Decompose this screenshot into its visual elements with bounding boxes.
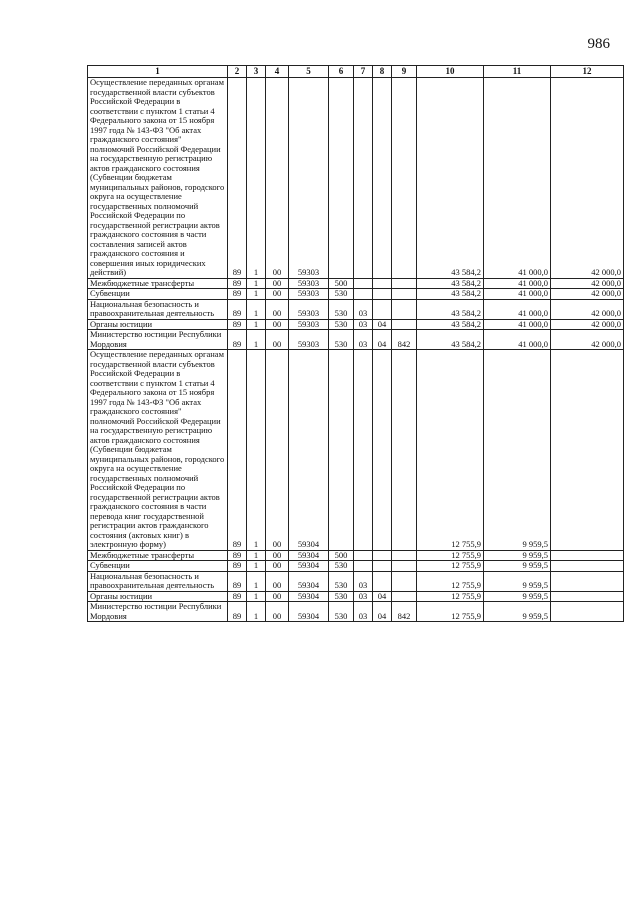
cell-c5: 59304	[289, 350, 329, 551]
cell-c4: 00	[266, 330, 289, 350]
cell-c10: 43 584,2	[417, 278, 484, 289]
cell-c6: 530	[329, 591, 354, 602]
cell-c5: 59304	[289, 571, 329, 591]
cell-c12: 42 000,0	[551, 319, 624, 330]
cell-c2: 89	[228, 591, 247, 602]
row-name: Осуществление переданных органам государственной власти субъектов Российской Федерации в соответствии с пунктом 1 статьи 4 Федерального закона от 15 ноября 1997 года № 143-ФЗ "Об актах гражданского состояния" полномочий Российской Федерации на государственную регистрацию актов гражданского состояния (Субвенции бюджетам муниципальных районов, городского округа на осуществление государственных полномочий Российской Федерации по государственной регистрации актов гражданского состояния в части составления записей актов гражданского состояния и совершения иных юридических действий)	[88, 78, 228, 279]
table-row	[88, 561, 624, 572]
cell-c7: 03	[354, 319, 373, 330]
row-name: Национальная безопасность и правоохранительная деятельность	[88, 571, 228, 591]
cell-c11: 41 000,0	[484, 299, 551, 319]
cell-c8	[373, 550, 392, 561]
header-row	[88, 66, 624, 78]
cell-c8: 04	[373, 591, 392, 602]
cell-c11: 9 959,5	[484, 550, 551, 561]
cell-c9	[392, 561, 417, 572]
cell-c2: 89	[228, 78, 247, 279]
cell-c6: 530	[329, 319, 354, 330]
cell-c7: 03	[354, 299, 373, 319]
cell-c8	[373, 289, 392, 300]
cell-c11: 41 000,0	[484, 289, 551, 300]
cell-c6: 530	[329, 561, 354, 572]
cell-c3: 1	[247, 78, 266, 279]
cell-c12: 42 000,0	[551, 299, 624, 319]
cell-c4: 00	[266, 550, 289, 561]
cell-c8	[373, 299, 392, 319]
cell-c2: 89	[228, 571, 247, 591]
cell-c8: 04	[373, 330, 392, 350]
cell-c11: 9 959,5	[484, 561, 551, 572]
table-row	[88, 278, 624, 289]
cell-c3: 1	[247, 319, 266, 330]
cell-c5: 59304	[289, 561, 329, 572]
cell-c6: 500	[329, 278, 354, 289]
cell-c3: 1	[247, 350, 266, 551]
cell-c5: 59303	[289, 299, 329, 319]
cell-c7	[354, 350, 373, 551]
table-row	[88, 289, 624, 300]
cell-c10: 43 584,2	[417, 289, 484, 300]
cell-c11: 9 959,5	[484, 571, 551, 591]
cell-c10: 12 755,9	[417, 350, 484, 551]
cell-c12: 42 000,0	[551, 289, 624, 300]
row-name: Субвенции	[88, 289, 228, 300]
cell-c4: 00	[266, 350, 289, 551]
cell-c2: 89	[228, 561, 247, 572]
cell-c4: 00	[266, 591, 289, 602]
cell-c10: 43 584,2	[417, 78, 484, 279]
table-row	[88, 602, 624, 622]
cell-c9	[392, 591, 417, 602]
cell-c4: 00	[266, 561, 289, 572]
table-row	[88, 550, 624, 561]
row-name: Органы юстиции	[88, 591, 228, 602]
cell-c9	[392, 299, 417, 319]
cell-c4: 00	[266, 289, 289, 300]
col-header-1: 1	[88, 66, 228, 78]
cell-c12: 42 000,0	[551, 330, 624, 350]
cell-c12	[551, 561, 624, 572]
col-header-3: 3	[247, 66, 266, 78]
cell-c4: 00	[266, 571, 289, 591]
row-name: Осуществление переданных органам государственной власти субъектов Российской Федерации в соответствии с пунктом 1 статьи 4 Федерального закона от 15 ноября 1997 года № 143-ФЗ "Об актах гражданского состояния" полномочий Российской Федерации на государственную регистрацию актов гражданского состояния (Субвенции бюджетам муниципальных районов, городского округа на осуществление государственных полномочий Российской Федерации по государственной регистрации актов гражданского состояния в части перевода книг государственной регистрации актов гражданского состояния (актовых книг) в электронную форму)	[88, 350, 228, 551]
cell-c5: 59303	[289, 330, 329, 350]
cell-c9	[392, 319, 417, 330]
cell-c8: 04	[373, 602, 392, 622]
cell-c6	[329, 78, 354, 279]
col-header-4: 4	[266, 66, 289, 78]
cell-c10: 12 755,9	[417, 561, 484, 572]
cell-c3: 1	[247, 330, 266, 350]
col-header-7: 7	[354, 66, 373, 78]
cell-c12	[551, 571, 624, 591]
cell-c9: 842	[392, 330, 417, 350]
cell-c7: 03	[354, 571, 373, 591]
col-header-10: 10	[417, 66, 484, 78]
cell-c2: 89	[228, 550, 247, 561]
cell-c9	[392, 278, 417, 289]
cell-c9	[392, 550, 417, 561]
col-header-8: 8	[373, 66, 392, 78]
cell-c6: 530	[329, 289, 354, 300]
cell-c7	[354, 561, 373, 572]
cell-c2: 89	[228, 602, 247, 622]
cell-c4: 00	[266, 278, 289, 289]
cell-c12	[551, 350, 624, 551]
cell-c3: 1	[247, 602, 266, 622]
cell-c11: 9 959,5	[484, 350, 551, 551]
cell-c7	[354, 78, 373, 279]
row-name: Межбюджетные трансферты	[88, 550, 228, 561]
cell-c6: 530	[329, 602, 354, 622]
row-name: Межбюджетные трансферты	[88, 278, 228, 289]
cell-c5: 59303	[289, 78, 329, 279]
cell-c3: 1	[247, 571, 266, 591]
cell-c9	[392, 350, 417, 551]
cell-c10: 12 755,9	[417, 591, 484, 602]
cell-c7: 03	[354, 330, 373, 350]
cell-c8	[373, 571, 392, 591]
cell-c11: 9 959,5	[484, 591, 551, 602]
cell-c10: 43 584,2	[417, 299, 484, 319]
cell-c11: 41 000,0	[484, 319, 551, 330]
cell-c5: 59304	[289, 550, 329, 561]
cell-c12	[551, 602, 624, 622]
cell-c3: 1	[247, 299, 266, 319]
cell-c5: 59304	[289, 602, 329, 622]
cell-c7	[354, 278, 373, 289]
cell-c2: 89	[228, 289, 247, 300]
table-row	[88, 319, 624, 330]
cell-c7	[354, 550, 373, 561]
cell-c4: 00	[266, 78, 289, 279]
cell-c11: 41 000,0	[484, 278, 551, 289]
table-row	[88, 78, 624, 279]
cell-c11: 41 000,0	[484, 78, 551, 279]
cell-c8	[373, 561, 392, 572]
cell-c4: 00	[266, 602, 289, 622]
row-name: Национальная безопасность и правоохранительная деятельность	[88, 299, 228, 319]
cell-c7: 03	[354, 591, 373, 602]
cell-c2: 89	[228, 278, 247, 289]
table-row	[88, 571, 624, 591]
cell-c3: 1	[247, 591, 266, 602]
cell-c4: 00	[266, 299, 289, 319]
cell-c5: 59304	[289, 591, 329, 602]
cell-c10: 43 584,2	[417, 330, 484, 350]
cell-c5: 59303	[289, 278, 329, 289]
cell-c3: 1	[247, 278, 266, 289]
budget-table	[87, 65, 624, 622]
row-name: Министерство юстиции Республики Мордовия	[88, 602, 228, 622]
cell-c2: 89	[228, 299, 247, 319]
cell-c3: 1	[247, 561, 266, 572]
cell-c9	[392, 571, 417, 591]
table-row	[88, 330, 624, 350]
cell-c8	[373, 350, 392, 551]
page-number: 986	[587, 36, 610, 52]
cell-c7	[354, 289, 373, 300]
row-name: Министерство юстиции Республики Мордовия	[88, 330, 228, 350]
cell-c12	[551, 591, 624, 602]
cell-c11: 9 959,5	[484, 602, 551, 622]
cell-c12	[551, 550, 624, 561]
cell-c6: 500	[329, 550, 354, 561]
row-name: Субвенции	[88, 561, 228, 572]
cell-c2: 89	[228, 350, 247, 551]
col-header-9: 9	[392, 66, 417, 78]
cell-c9	[392, 78, 417, 279]
cell-c3: 1	[247, 550, 266, 561]
cell-c10: 43 584,2	[417, 319, 484, 330]
cell-c12: 42 000,0	[551, 78, 624, 279]
col-header-11: 11	[484, 66, 551, 78]
col-header-12: 12	[551, 66, 624, 78]
cell-c4: 00	[266, 319, 289, 330]
cell-c9: 842	[392, 602, 417, 622]
row-name: Органы юстиции	[88, 319, 228, 330]
cell-c5: 59303	[289, 289, 329, 300]
cell-c8	[373, 278, 392, 289]
cell-c10: 12 755,9	[417, 571, 484, 591]
cell-c8: 04	[373, 319, 392, 330]
cell-c6	[329, 350, 354, 551]
cell-c12: 42 000,0	[551, 278, 624, 289]
table-row	[88, 299, 624, 319]
cell-c2: 89	[228, 330, 247, 350]
cell-c10: 12 755,9	[417, 550, 484, 561]
cell-c6: 530	[329, 299, 354, 319]
col-header-6: 6	[329, 66, 354, 78]
cell-c5: 59303	[289, 319, 329, 330]
cell-c8	[373, 78, 392, 279]
cell-c10: 12 755,9	[417, 602, 484, 622]
cell-c2: 89	[228, 319, 247, 330]
cell-c9	[392, 289, 417, 300]
cell-c7: 03	[354, 602, 373, 622]
col-header-2: 2	[228, 66, 247, 78]
cell-c6: 530	[329, 330, 354, 350]
table-row	[88, 350, 624, 551]
table-row	[88, 591, 624, 602]
col-header-5: 5	[289, 66, 329, 78]
cell-c3: 1	[247, 289, 266, 300]
cell-c6: 530	[329, 571, 354, 591]
cell-c11: 41 000,0	[484, 330, 551, 350]
